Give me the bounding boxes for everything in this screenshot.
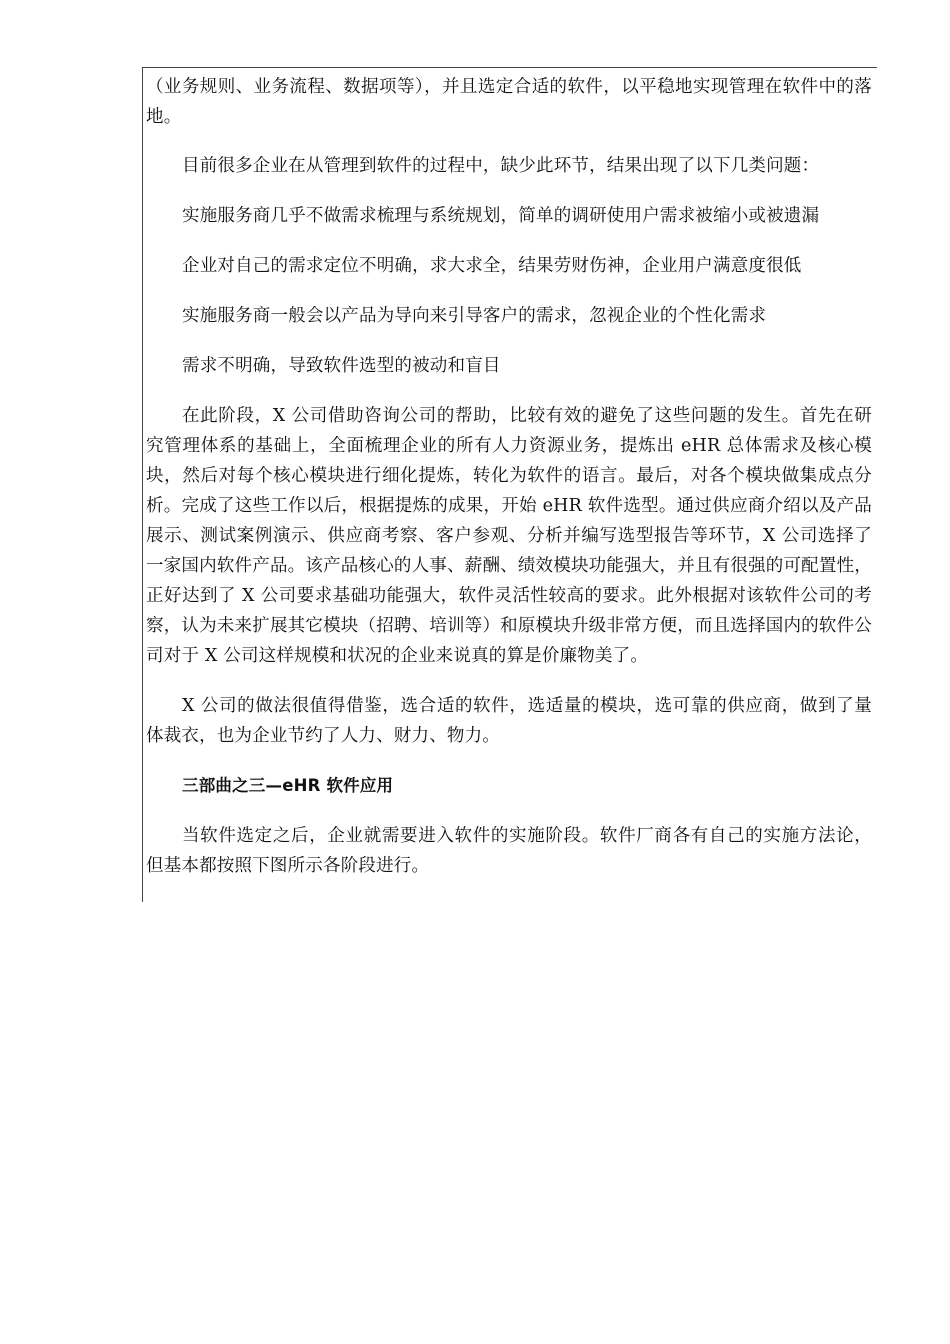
paragraph-company-summary: X 公司的做法很值得借鉴，选合适的软件，选适量的模块，选可靠的供应商，做到了量体裁衣，也为企业节约了人力、财力、物力。 [146,696,872,746]
paragraph-implementation: 当软件选定之后，企业就需要进入软件的实施阶段。软件厂商各有自己的实施方法论，但基本都按照下图所示各阶段进行。 [146,826,872,876]
paragraph-problem-1: 实施服务商几乎不做需求梳理与系统规划，简单的调研使用户需求被缩小或被遗漏 [182,206,820,226]
paragraph-problem-4: 需求不明确，导致软件选型的被动和盲目 [182,356,501,376]
paragraph-problem-2: 企业对自己的需求定位不明确，求大求全，结果劳财伤神，企业用户满意度很低 [182,256,802,276]
paragraph-problem-3: 实施服务商一般会以产品为导向来引导客户的需求，忽视企业的个性化需求 [182,306,767,326]
page-border-left [142,67,143,902]
section-heading: 三部曲之三—eHR 软件应用 [182,776,394,795]
paragraph-company-case: 在此阶段，X 公司借助咨询公司的帮助，比较有效的避免了这些问题的发生。首先在研究管理体系的基础上，全面梳理企业的所有人力资源业务，提炼出 eHR 总体需求及核心模块，然后对每个核心模块进行细化提炼，转化为软件的语言。最后，对各个模块做集成点分析。完成了这些工作以后，根据提炼的成果，开始 eHR 软件选型。通过供应商介绍以及产品展示、测试案例演示、供应商考察、客户参观、分析并编写选型报告等环节，X 公司选择了一家国内软件产品。该产品核心的人事、薪酬、绩效模块功能强大，并且有很强的可配置性，正好达到了 X 公司要求基础功能强大，软件灵活性较高的要求。此外根据对该软件公司的考察，认为未来扩展其它模块（招聘、培训等）和原模块升级非常方便，而且选择国内的软件公司对于 X 公司这样规模和状况的企业来说真的算是价廉物美了。 [146,406,872,666]
paragraph-continuation: （业务规则、业务流程、数据项等），并且选定合适的软件，以平稳地实现管理在软件中的落地。 [146,77,872,127]
document-body [146,72,872,881]
paragraph-problem-intro: 目前很多企业在从管理到软件的过程中，缺少此环节，结果出现了以下几类问题： [182,156,820,176]
page-border-top [142,67,877,68]
